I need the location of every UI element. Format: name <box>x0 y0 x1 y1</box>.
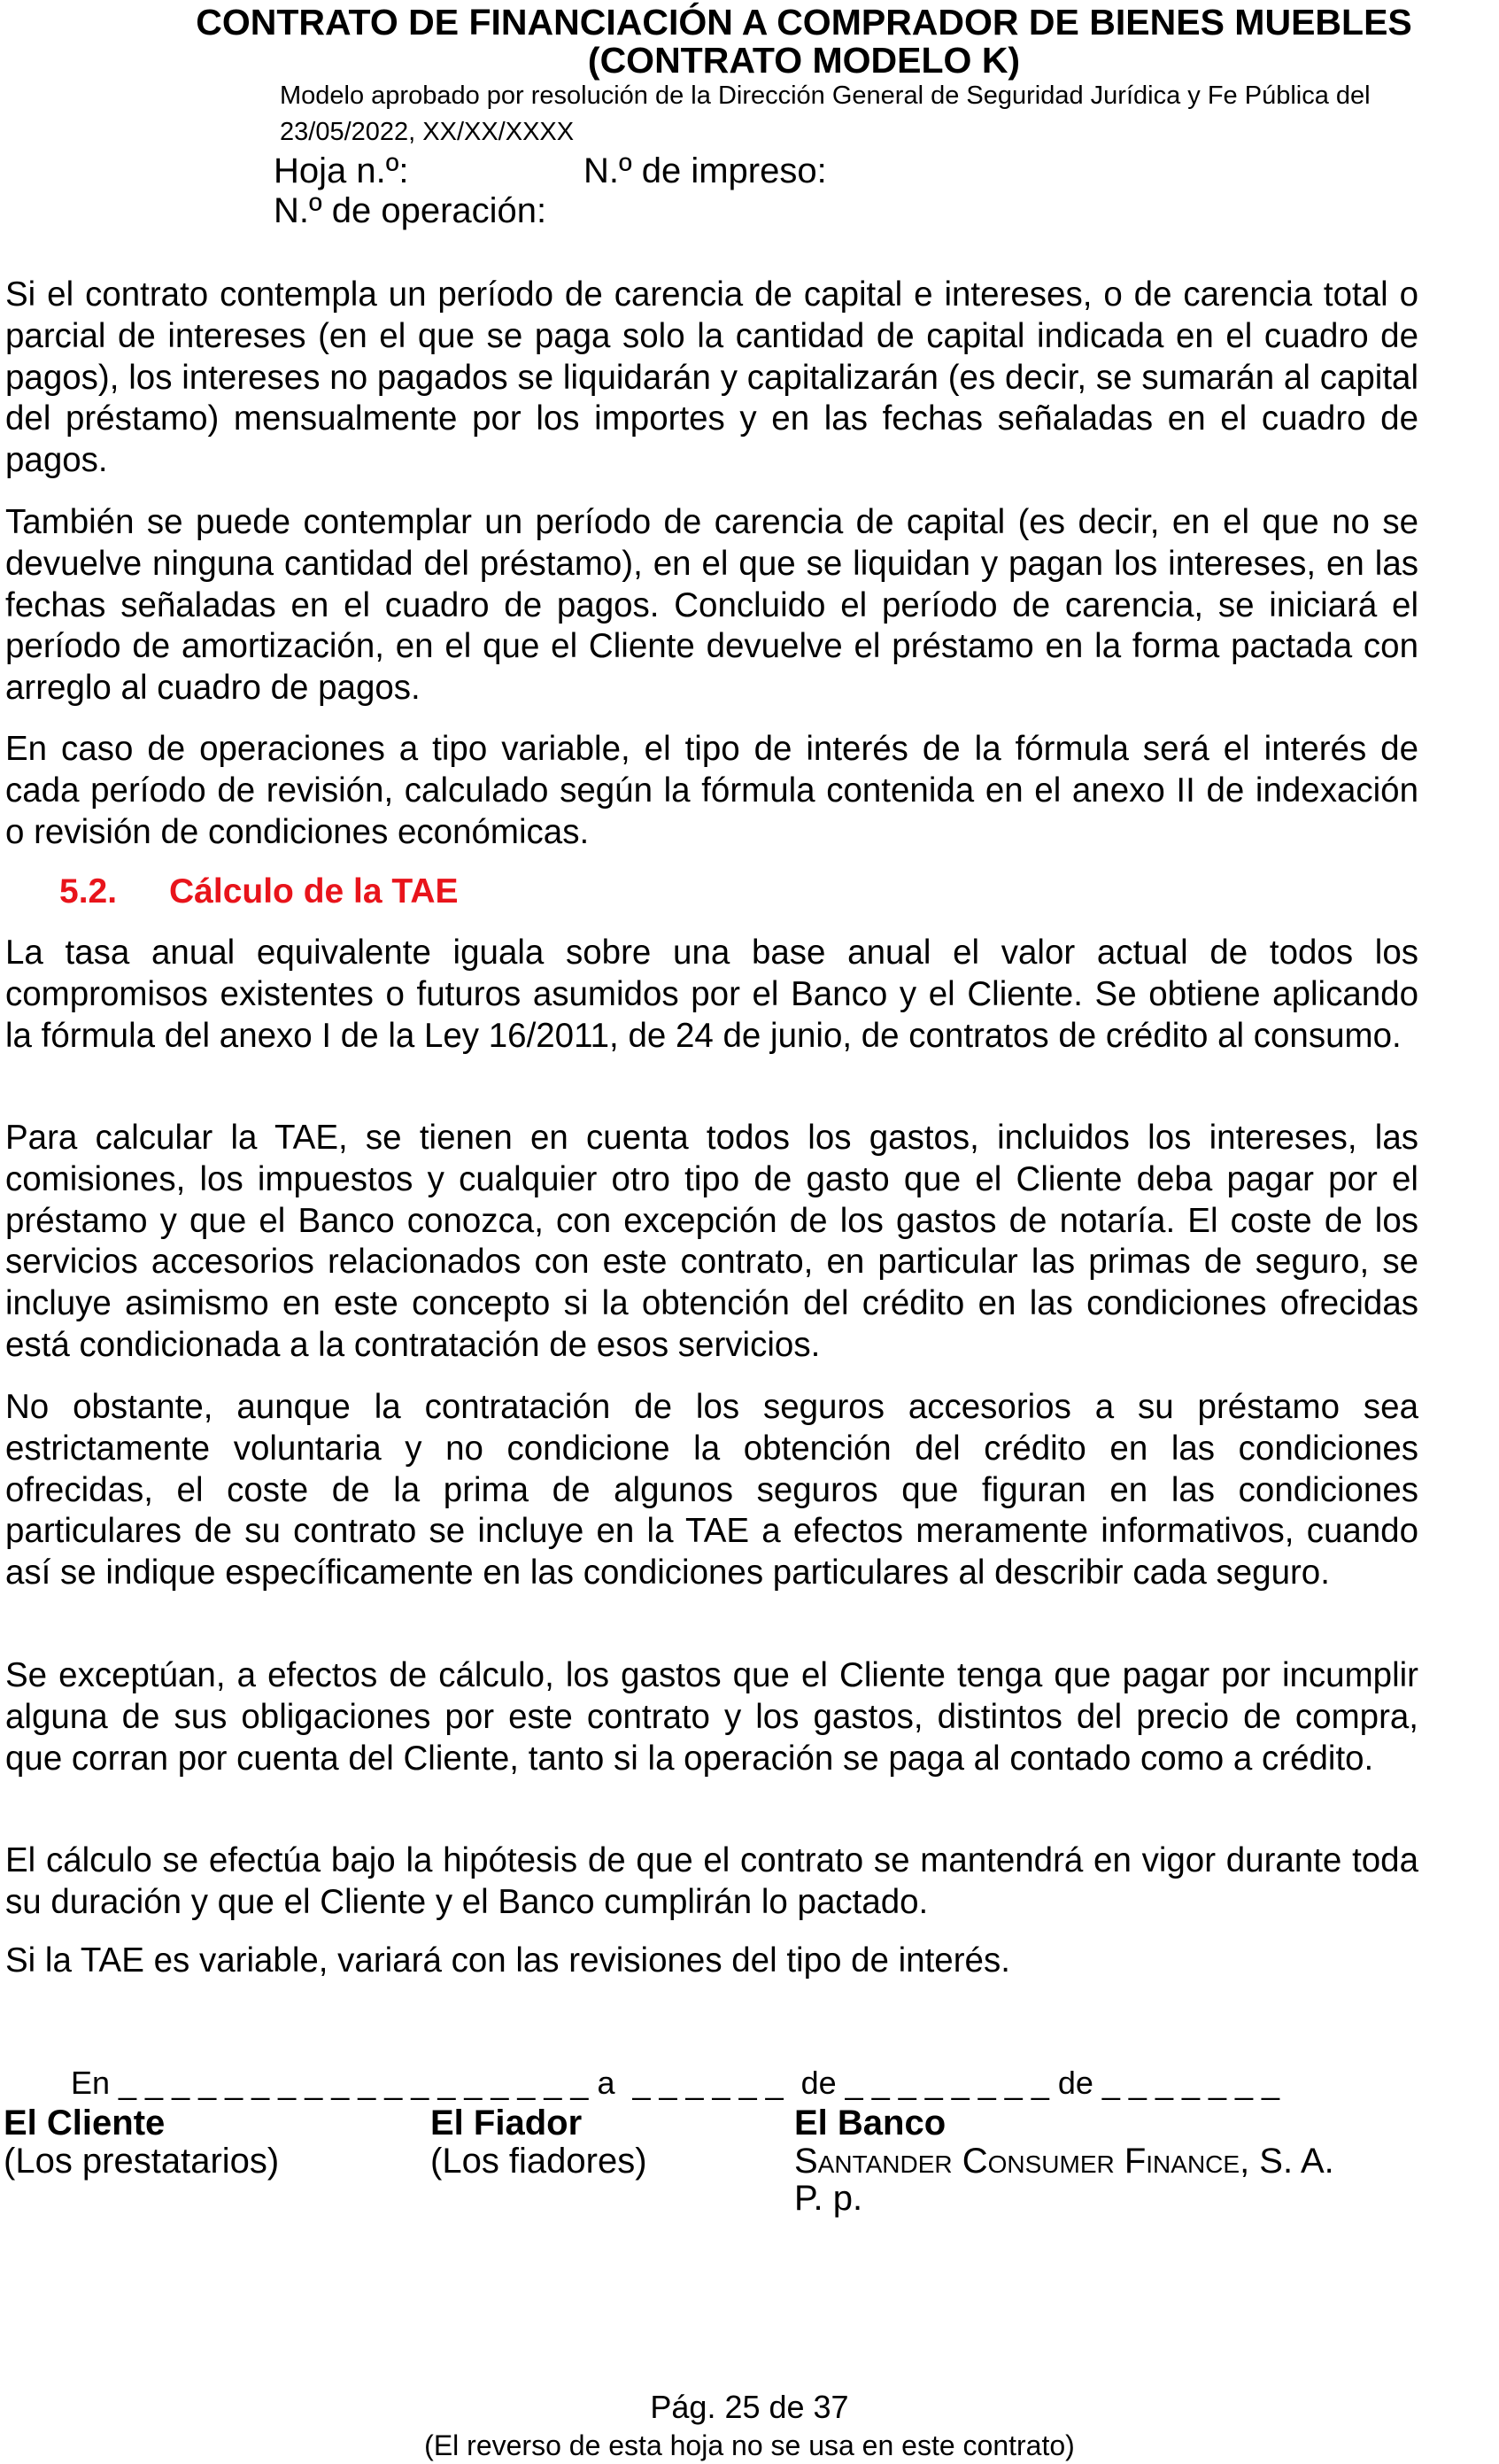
document-subtitle-model: (CONTRATO MODELO K) <box>587 40 1021 81</box>
section-number: 5.2. <box>59 872 118 910</box>
bank-name: Santander Consumer Finance, S. A. <box>794 2141 1334 2181</box>
signature-block-client <box>4 2104 279 2180</box>
signature-block-bank <box>794 2104 1334 2218</box>
client-subtitle: (Los prestatarios) <box>4 2141 280 2181</box>
paragraph: Si la TAE es variable, variará con las revisiones del tipo de interés. <box>5 1941 1010 1980</box>
operation-number-label: N.º de operación: <box>274 191 547 230</box>
client-title: El Cliente <box>4 2104 166 2142</box>
reverse-note: (El reverso de esta hoja no se usa en este contrato) <box>424 2429 1075 2461</box>
paragraph: Si el contrato contempla un período de carencia de capital e intereses, o de carencia total o parcial de intereses (en el que se paga solo la cantidad de capital indicada en el cuadro de pagos), los intereses no pagados se liquidarán y capitalizarán (es decir, se sumarán al capital del préstamo) mensualmente por los importes y en las fechas señaladas en el cuadro de pagos. <box>5 275 1418 480</box>
approval-note: Modelo aprobado por resolución de la Dirección General de Seguridad Jurídica y Fe Pública del <box>280 81 1371 110</box>
guarantor-subtitle: (Los fiadores) <box>430 2141 647 2181</box>
paragraph: La tasa anual equivalente iguala sobre una base anual el valor actual de todos los compromisos existentes o futuros asumidos por el Banco y el Cliente. Se obtiene aplicando la fórmula del anexo I de la Ley 16/2011, de 24 de junio, de contratos de crédito al consumo. <box>5 934 1418 1055</box>
place-date-line: En _ _ _ _ _ _ _ _ _ _ _ _ _ _ _ _ _ _ a _ _ _ _ _ _ de _ _ _ _ _ _ _ _ de _ _ _ _ _ _ _ <box>71 2065 1280 2101</box>
paragraph: En caso de operaciones a tipo variable, el tipo de interés de la fórmula será el interés de cada período de revisión, calculado según la fórmula contenida en el anexo II de indexación o revisión de condiciones económicas. <box>5 730 1418 851</box>
paragraph: Para calcular la TAE, se tienen en cuenta todos los gastos, incluidos los intereses, las comisiones, los impuestos y cualquier otro tipo de gasto que el Cliente deba pagar por el préstamo y que el Banco conozca, con excepción de los gastos de notaría. El coste de los servicios accesorios relacionados con este contrato, en particular las primas de seguro, se incluye asimismo en este concepto si la obtención del crédito en las condiciones ofrecidas está condicionada a la contratación de esos servicios. <box>5 1119 1418 1364</box>
sheet-number-label: Hoja n.º: <box>274 151 409 190</box>
print-number-label: N.º de impreso: <box>583 151 827 190</box>
bank-title: El Banco <box>794 2104 947 2142</box>
guarantor-title: El Fiador <box>430 2104 583 2142</box>
section-title: Cálculo de la TAE <box>169 872 459 910</box>
paragraph: No obstante, aunque la contratación de los seguros accesorios a su préstamo sea estrictamente voluntaria y no condicione la obtención del crédito en las condiciones ofrecidas, el coste de la prima de algunos seguros que figuran en las condiciones particulares de su contrato se incluye en la TAE a efectos meramente informativos, cuando así se indique específicamente en las condiciones particulares al describir cada seguro. <box>5 1388 1418 1592</box>
page-number: Pág. 25 de 37 <box>650 2389 849 2425</box>
paragraph: También se puede contemplar un período de carencia de capital (es decir, en el que no se devuelve ninguna cantidad del préstamo), en el que se liquidan y pagan los intereses, en las fechas señaladas en el cuadro de pagos. Concluido el período de carencia, se iniciará el período de amortización, en el que el Cliente devuelve el préstamo en la forma pactada con arreglo al cuadro de pagos. <box>5 503 1418 708</box>
paragraph: El cálculo se efectúa bajo la hipótesis de que el contrato se mantendrá en vigor durante toda su duración y que el Cliente y el Banco cumplirán lo pactado. <box>5 1841 1418 1921</box>
paragraph: Se exceptúan, a efectos de cálculo, los gastos que el Cliente tenga que pagar por incumplir alguna de sus obligaciones por este contrato y los gastos, distintos del precio de compra, que corran por cuenta del Cliente, tanto si la operación se paga al contado como a crédito. <box>5 1656 1418 1778</box>
signature-block-guarantor <box>430 2104 647 2180</box>
approval-date: 23/05/2022, XX/XX/XXXX <box>280 118 575 146</box>
bank-pp: P. p. <box>794 2179 863 2218</box>
document-title: CONTRATO DE FINANCIACIÓN A COMPRADOR DE BIENES MUEBLES <box>196 2 1412 43</box>
